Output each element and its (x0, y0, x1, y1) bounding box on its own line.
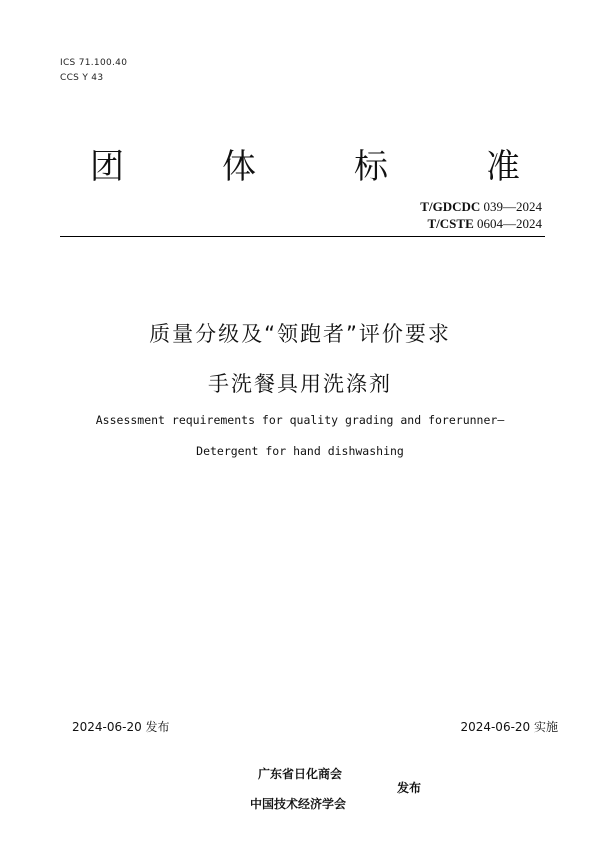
publisher-org-1: 广东省日化商会 (258, 767, 343, 781)
header-divider (60, 236, 545, 237)
english-title-line-2: Detergent for hand dishwashing (196, 444, 404, 458)
chinese-title-line-1: 质量分级及“领跑者”评价要求 (149, 322, 451, 346)
title-char-3: 标 (354, 147, 388, 187)
title-char-4: 准 (486, 147, 520, 187)
ccs-code: CCS Y 43 (60, 73, 104, 83)
standard-numbers (420, 198, 542, 232)
publish-label: 发布 (397, 781, 422, 795)
ics-code: ICS 71.100.40 (60, 58, 128, 68)
standard-number-2: T/CSTE 0604—2024 (427, 216, 542, 231)
document-type-title (90, 147, 520, 187)
title-char-1: 团 (90, 147, 124, 187)
english-title-line-1: Assessment requirements for quality grading and forerunner— (95, 413, 505, 427)
publisher-org-2: 中国技术经济学会 (250, 797, 347, 811)
standard-number-1: T/GDCDC 039—2024 (420, 199, 542, 214)
title-char-2: 体 (222, 147, 256, 187)
issue-date: 2024-06-20 发布 (72, 720, 170, 734)
chinese-title-line-2: 手洗餐具用洗涤剂 (208, 372, 392, 396)
implementation-date: 2024-06-20 实施 (460, 720, 558, 734)
